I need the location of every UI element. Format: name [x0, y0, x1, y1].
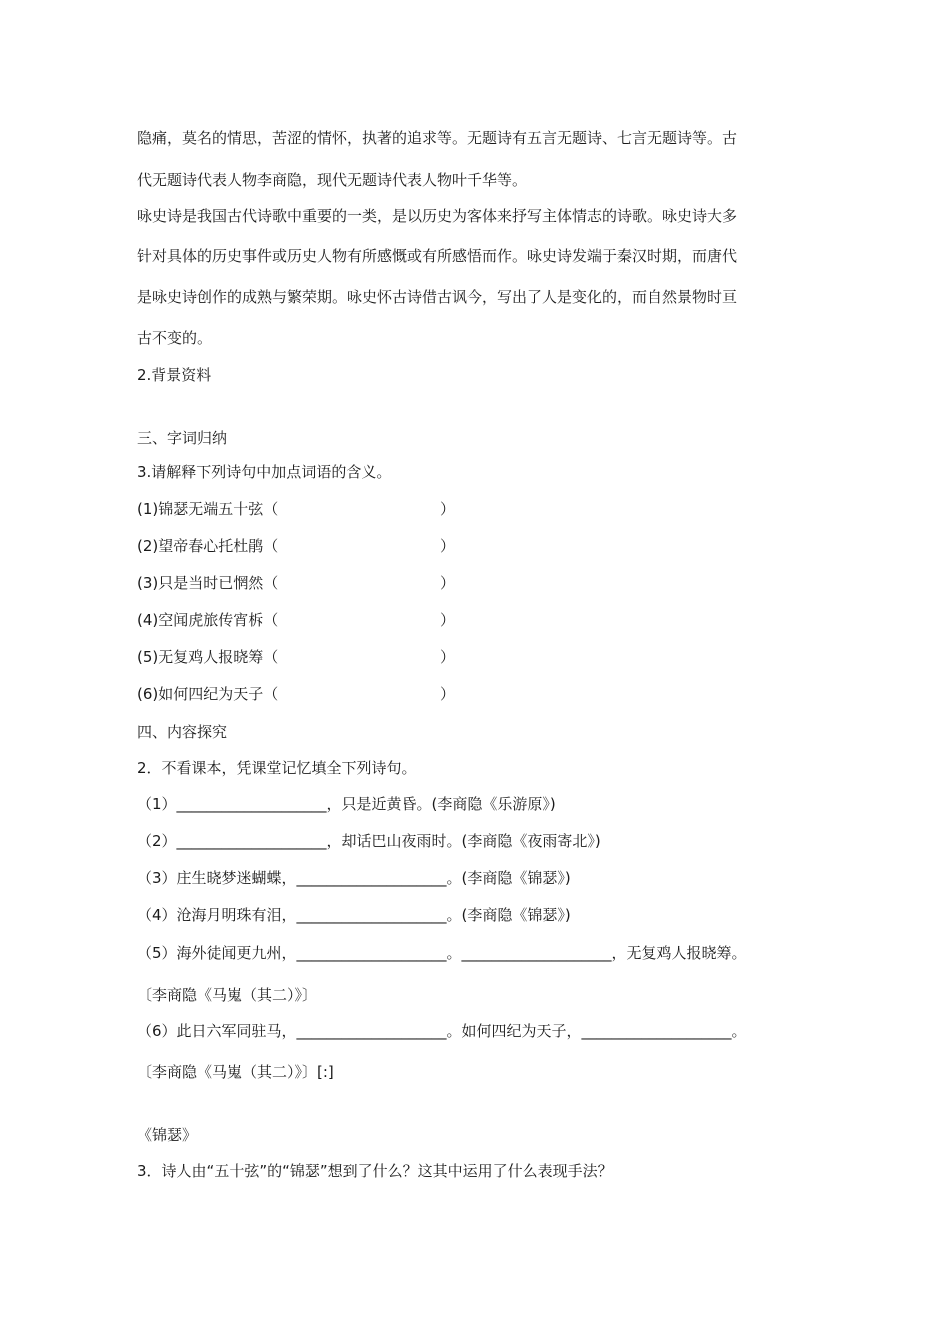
vocab-item-1: (1)锦瑟无端五十弦（: [137, 500, 279, 518]
fill-source-5: 〔李商隐《马嵬（其二）》〕: [137, 986, 318, 1004]
intro-line-3: 咏史诗是我国古代诗歌中重要的一类，是以历史为客体来抒写主体情志的诗歌。咏史诗大多: [137, 207, 738, 225]
fill-line-3: （3）庄生晓梦迷蝴蝶，____________________。(李商隐《锦瑟》): [137, 869, 571, 887]
vocab-item-5-close: ）: [440, 648, 456, 666]
vocab-item-1-close: ）: [440, 500, 456, 518]
intro-line-2: 代无题诗代表人物李商隐，现代无题诗代表人物叶千华等。: [137, 171, 528, 189]
background-heading: 2.背景资料: [137, 366, 212, 384]
fill-line-6: （6）此日六军同驻马，____________________。如何四纪为天子，____________________。: [137, 1022, 747, 1040]
fill-source-6: 〔李商隐《马嵬（其二）》〕[:]: [137, 1063, 334, 1081]
vocab-item-4-close: ）: [440, 611, 456, 629]
intro-line-5: 是咏史诗创作的成熟与繁荣期。咏史怀古诗借古讽今，写出了人是变化的，而自然景物时亘: [137, 288, 738, 306]
vocab-item-2: (2)望帝春心托杜鹃（: [137, 537, 279, 555]
vocab-item-3: (3)只是当时已惘然（: [137, 574, 279, 592]
vocab-item-2-close: ）: [440, 537, 456, 555]
question-3: 3．诗人由“五十弦”的“锦瑟”想到了什么？这其中运用了什么表现手法？: [137, 1162, 613, 1180]
section3-heading: 三、字词归纳: [137, 429, 228, 447]
vocab-item-6: (6)如何四纪为天子（: [137, 685, 279, 703]
section4-question: 2．不看课本，凭课堂记忆填全下列诗句。: [137, 759, 417, 777]
vocab-item-6-close: ）: [440, 685, 456, 703]
fill-line-5: （5）海外徒闻更九州，____________________。____________________，无复鸡人报晓筹。: [137, 944, 747, 962]
intro-line-1: 隐痛，莫名的情思，苦涩的情怀，执著的追求等。无题诗有五言无题诗、七言无题诗等。古: [137, 129, 738, 147]
section4-heading: 四、内容探究: [137, 723, 228, 741]
vocab-item-4: (4)空闻虎旅传宵柝（: [137, 611, 279, 629]
section3-question: 3.请解释下列诗句中加点词语的含义。: [137, 463, 392, 481]
fill-line-4: （4）沧海月明珠有泪，____________________。(李商隐《锦瑟》): [137, 906, 571, 924]
vocab-item-5: (5)无复鸡人报晓筹（: [137, 648, 279, 666]
vocab-item-3-close: ）: [440, 574, 456, 592]
intro-line-4: 针对具体的历史事件或历史人物有所感慨或有所感悟而作。咏史诗发端于秦汉时期，而唐代: [137, 247, 738, 265]
fill-line-2: （2）____________________，却话巴山夜雨时。(李商隐《夜雨寄北》): [137, 832, 601, 850]
fill-line-1: （1）____________________，只是近黄昏。(李商隐《乐游原》): [137, 795, 556, 813]
intro-line-6: 古不变的。: [137, 329, 213, 347]
poem-title: 《锦瑟》: [137, 1126, 198, 1144]
